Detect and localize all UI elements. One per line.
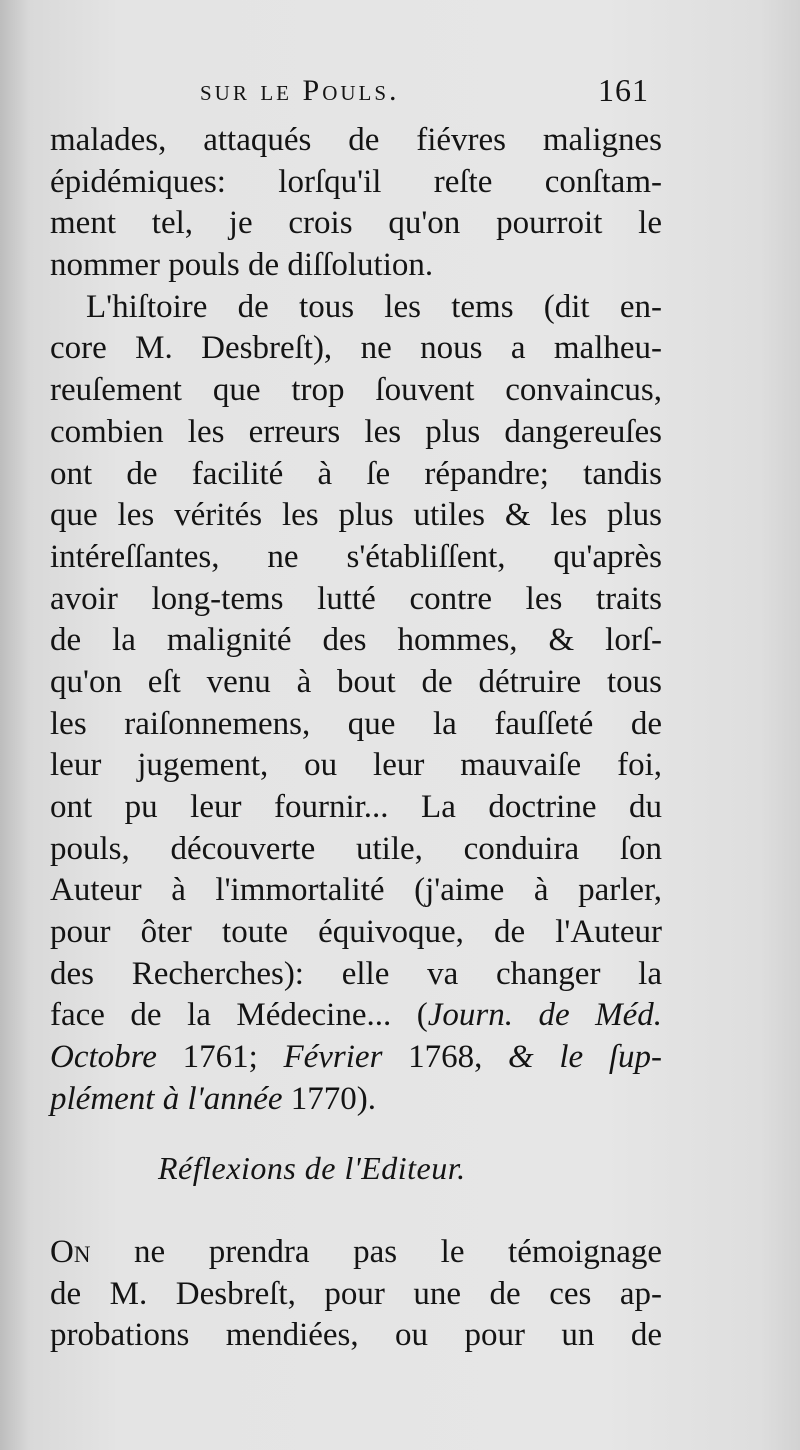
citation-year: 1768, (382, 1039, 509, 1076)
text-line: ment tel, je crois qu'on pourroit le (50, 205, 662, 242)
text-line: qu'on eſt venu à bout de détruire tous (50, 663, 662, 700)
text-line: leur jugement, ou leur mauvaiſe foi, (50, 747, 662, 784)
text-line: probations mendiées, ou pour un de (50, 1317, 662, 1354)
text-line: malades, attaqués de fiévres malignes (50, 122, 662, 158)
text-line: des Recherches): elle va changer la (50, 955, 662, 992)
citation-year: 1761; (156, 1039, 284, 1076)
body-text (50, 120, 662, 1121)
text-line (50, 1037, 662, 1079)
text-fragment: face de la Médecine... ( (50, 997, 428, 1034)
text-line: intéreſſantes, ne s'établiſſent, qu'après (50, 538, 662, 575)
text-line: de la malignité des hommes, & lorſ- (50, 622, 662, 659)
citation-year: 1770). (282, 1080, 376, 1117)
text-line (50, 995, 662, 1037)
body-text-continued (50, 1232, 662, 1357)
citation-supplement: plément à l'année (50, 1080, 283, 1117)
text-line: reuſement que trop ſouvent convaincus, (50, 372, 662, 409)
text-line: nommer pouls de diſſolution. (50, 247, 434, 284)
text-line: combien les erreurs les plus dangereuſes (50, 413, 662, 450)
text-line: core M. Desbreſt), ne nous a malheu- (50, 330, 662, 367)
text-line: L'hiſtoire de tous les tems (dit en- (86, 288, 662, 325)
text-fragment: ne prendra pas le témoignage (90, 1234, 662, 1270)
text-line: ont de facilité à ſe répandre; tandis (50, 455, 662, 492)
text-line: pour ôter toute équivoque, de l'Auteur (50, 914, 662, 951)
citation-journal: Journ. de Méd. (427, 997, 663, 1034)
running-head: sur le Pouls. (200, 74, 400, 107)
page-header (0, 74, 800, 114)
page-number: 161 (598, 72, 649, 108)
citation-supplement: & le ſup- (508, 1039, 663, 1076)
text-line: de M. Desbreſt, pour une de ces ap- (50, 1275, 662, 1312)
citation-month: Février (283, 1039, 383, 1076)
text-line: épidémiques: lorſqu'il reſte conſtam- (50, 163, 662, 200)
citation-month: Octobre (50, 1039, 157, 1076)
text-line: les raiſonnemens, que la fauſſeté de (50, 705, 662, 742)
text-line: Auteur à l'immortalité (j'aime à parler, (50, 872, 662, 909)
drop-word: On (50, 1234, 91, 1270)
section-heading: Réflexions de l'Editeur. (158, 1150, 466, 1186)
text-line: que les vérités les plus utiles & les plus (50, 497, 662, 534)
text-line (50, 1232, 662, 1274)
text-line (50, 1079, 662, 1121)
text-line: pouls, découverte utile, conduira ſon (50, 830, 662, 867)
text-line: avoir long-tems lutté contre les traits (50, 580, 662, 617)
text-line: ont pu leur fournir... La doctrine du (50, 789, 662, 825)
